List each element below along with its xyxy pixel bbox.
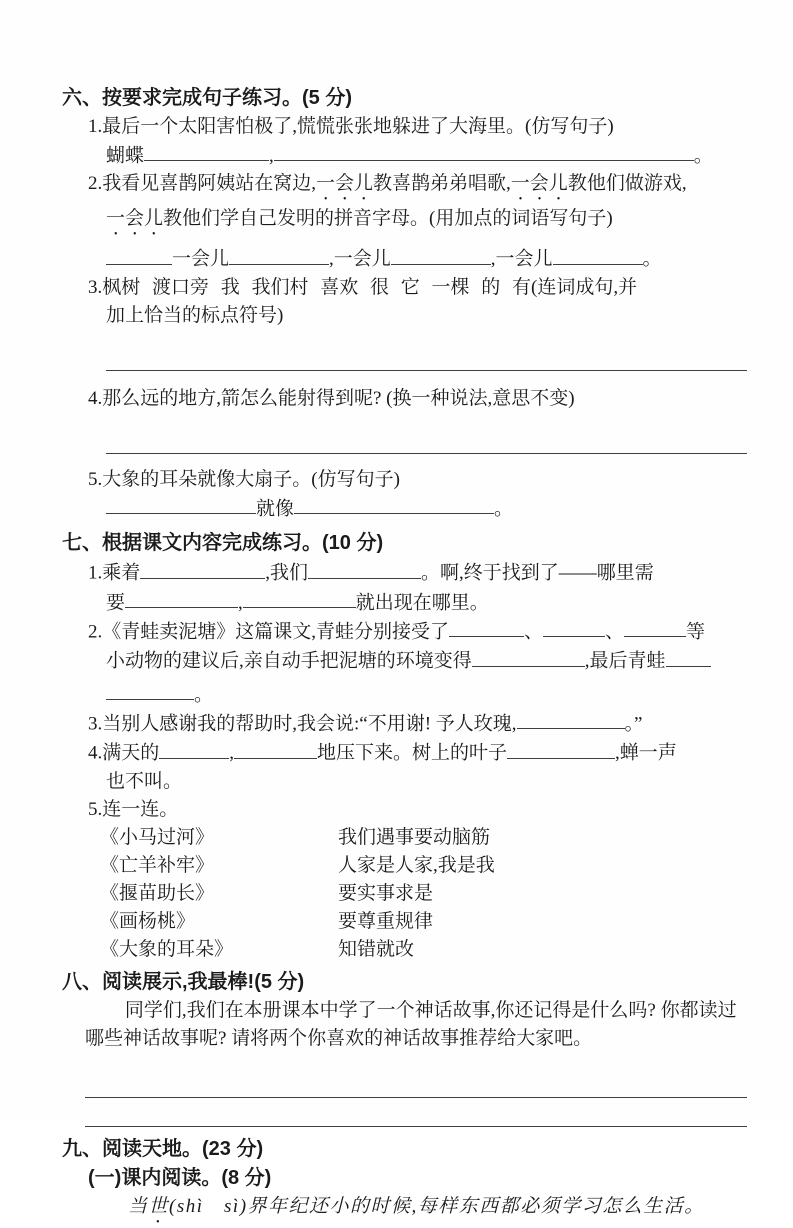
s6-q1-period: 。 (693, 145, 713, 167)
s7-q2-text: 、 (605, 621, 625, 643)
s9-subsection-heading: (一)课内阅读。(8 分) (88, 1166, 272, 1189)
story-moral: 要实事求是 (338, 882, 434, 904)
s6-q1-comma: , (269, 145, 274, 167)
s8-paragraph: 同学们,我们在本册课本中学了一个神话故事,你还记得是什么吗? 你都读过哪些神话故事呢? 请将两个你喜欢的神话故事推荐给大家吧。 (85, 999, 737, 1049)
blank-underline (144, 141, 269, 161)
s7-q4-text: ,蝉一声 (615, 742, 677, 764)
blank-underline (243, 588, 356, 608)
blank-underline (294, 494, 494, 514)
blank-underline (159, 738, 229, 758)
blank-underline (391, 244, 491, 264)
match-row (62, 880, 747, 908)
story-moral: 人家是人家,我是我 (338, 854, 495, 876)
section-six-heading: 六、按要求完成句子练习。(5 分) (62, 87, 352, 109)
passage-emphasized-char: 世 (148, 1195, 170, 1217)
s7-q5-label: 5.连一连。 (88, 798, 179, 820)
s6-q5-answer-row (62, 494, 747, 523)
reading-passage (62, 1193, 747, 1228)
s6-q1-text: 1.最后一个太阳害怕极了,慌慌张张地躲进了大海里。(仿写句子) (88, 116, 614, 137)
s6-q2-emphasized-word: 一会儿 (106, 208, 164, 230)
blank-underline (274, 141, 694, 161)
s7-q3-text: 。” (624, 713, 643, 735)
s7-q4-text: 地压下来。树上的叶子 (317, 742, 508, 764)
section-seven-heading: 七、根据课文内容完成练习。(10 分) (62, 532, 384, 555)
s6-q2-fill-word: ,一会儿 (490, 248, 553, 270)
story-moral: 要尊重规律 (338, 910, 434, 932)
s7-q1-line2 (62, 588, 747, 617)
s7-q3-text: 3.当别人感谢我的帮助时,我会说:“不用谢! 予人玫瑰, (88, 713, 517, 735)
blank-underline (666, 646, 711, 666)
s6-q2-fill-word: ,一会儿 (329, 248, 391, 270)
s7-q1-text: 1.乘着 (88, 562, 141, 584)
s7-q4-line2: 也不叫。 (106, 770, 183, 792)
s7-q3-line (62, 709, 747, 738)
match-row (62, 852, 747, 880)
answer-line (85, 1073, 747, 1098)
s6-q3-line1: 3.枫树 渡口旁 我 我们村 喜欢 很 它 一棵 的 有(连词成句,并 (88, 276, 638, 298)
s6-q3-line2: 加上恰当的标点符号) (106, 304, 284, 326)
blank-underline (106, 494, 256, 514)
s7-q2-period: 。 (194, 684, 214, 705)
s7-q2-text: 2.《青蛙卖泥塘》这篇课文,青蛙分别接受了 (88, 621, 450, 643)
s6-q2-emphasized-word: 一会儿 (510, 173, 568, 195)
s7-q2-line3 (62, 680, 747, 709)
blank-underline (517, 709, 625, 729)
blank-underline (140, 558, 265, 578)
answer-line (106, 346, 747, 371)
s7-q2-text: ,最后青蛙 (584, 650, 666, 672)
blank-underline (106, 680, 194, 700)
blank-underline (624, 617, 686, 637)
blank-underline (543, 617, 605, 637)
s7-q2-text: 小动物的建议后,亲自动手把泥塘的环境变得 (106, 650, 472, 672)
s7-q4-text: , (229, 742, 235, 764)
s6-q5-text: 5.大象的耳朵就像大扇子。(仿写句子) (88, 468, 400, 490)
s6-q5-mid: 就像 (256, 498, 295, 520)
s6-q4-text: 4.那么远的地方,箭怎么能射得到呢? (换一种说法,意思不变) (88, 387, 575, 409)
s7-q4-text: 4.满天的 (88, 742, 160, 764)
s6-q1-prefix: 蝴蝶 (106, 145, 145, 167)
s7-q2-line2 (62, 646, 747, 675)
s7-q4-line1 (62, 738, 747, 767)
blank-underline (229, 244, 329, 264)
s7-q2-text: 、 (524, 621, 544, 643)
s6-q2-fill-period: 。 (642, 248, 662, 270)
blank-underline (125, 588, 238, 608)
match-row (62, 908, 747, 936)
section-nine-heading: 九、阅读天地。(23 分) (62, 1137, 264, 1160)
s7-q2-line1 (62, 617, 747, 646)
match-row (62, 936, 747, 964)
s7-q2-text: 等 (686, 621, 706, 643)
section-eight-heading: 八、阅读展示,我最棒!(5 分) (62, 970, 305, 993)
s6-q5-period: 。 (494, 498, 514, 520)
blank-underline (553, 244, 643, 264)
s6-q2-text: 教他们做游戏, (567, 173, 687, 195)
story-title: 《画杨桃》 (100, 910, 196, 932)
s6-q2-fill-word: 一会儿 (172, 248, 230, 270)
match-row (62, 824, 747, 852)
s7-q1-text: 。啊,终于找到了——哪里需 (421, 562, 654, 584)
s7-q1-line1 (62, 558, 747, 587)
s6-q2-line1 (62, 170, 747, 205)
s6-q2-text: 教他们学自己发明的拼音字母。(用加点的词语写句子) (163, 208, 613, 230)
blank-underline (449, 617, 524, 637)
s6-q2-text: 教喜鹊弟弟唱歌, (373, 173, 511, 195)
blank-underline (472, 646, 585, 666)
story-title: 《揠苗助长》 (100, 882, 215, 904)
story-title: 《小马过河》 (100, 826, 215, 848)
answer-line (85, 1102, 747, 1127)
s6-q2-emphasized-word: 一会儿 (316, 173, 374, 195)
s6-q2-line2 (62, 205, 747, 240)
story-title: 《大象的耳朵》 (100, 938, 234, 960)
passage-text: 当 (128, 1195, 149, 1217)
s6-q1-answer-row (62, 141, 747, 170)
s6-q2-answer-row (62, 244, 747, 273)
s6-q2-text: 2.我看见喜鹊阿姨站在窝边, (88, 173, 317, 195)
blank-underline (308, 558, 421, 578)
blank-underline (106, 244, 172, 264)
answer-line (106, 429, 747, 454)
story-moral: 知错就改 (338, 938, 415, 960)
story-moral: 我们遇事要动脑筋 (338, 826, 491, 848)
passage-text: (shì sì)界年纪还小的时候,每样东西都必须学习怎么生活。 (169, 1195, 705, 1217)
s7-q1-text: ,我们 (265, 562, 309, 584)
story-title: 《亡羊补牢》 (100, 854, 215, 876)
s7-q1-text: , (238, 591, 243, 613)
s7-q1-text: 要 (106, 591, 126, 613)
s7-q1-text: 就出现在哪里。 (355, 591, 489, 613)
blank-underline (507, 738, 615, 758)
blank-underline (234, 738, 317, 758)
